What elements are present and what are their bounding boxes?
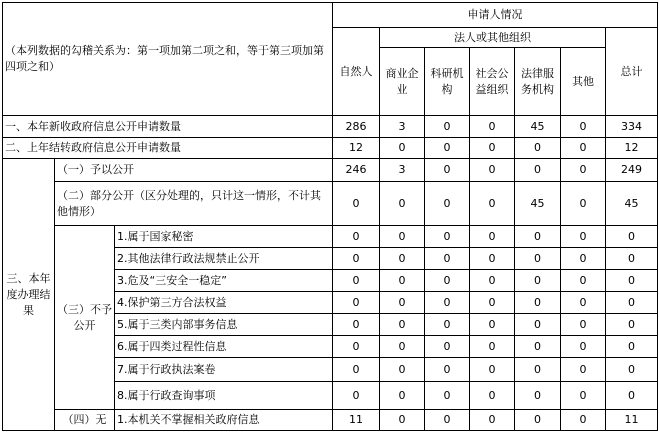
cell-value: 0	[561, 336, 606, 358]
cell-value: 0	[606, 358, 658, 382]
results-group-label: 三、本年度办理结果	[3, 159, 55, 431]
cell-value: 0	[515, 226, 561, 248]
cell-value: 0	[561, 116, 606, 138]
cell-value: 0	[380, 382, 425, 410]
cell-value: 0	[515, 358, 561, 382]
cell-value: 0	[561, 314, 606, 336]
cell-value: 0	[380, 248, 425, 270]
cell-value: 0	[380, 292, 425, 314]
cell-value: 0	[561, 159, 606, 182]
cell-value: 0	[425, 270, 470, 292]
cell-value: 0	[470, 182, 515, 226]
header-applicant: 申请人情况	[333, 3, 658, 28]
cell-value: 0	[606, 248, 658, 270]
header-total: 总计	[606, 28, 658, 116]
table-row	[3, 182, 658, 226]
row-label: 8.属于行政查询事项	[115, 382, 333, 410]
cell-value: 45	[606, 182, 658, 226]
cell-value: 0	[561, 248, 606, 270]
cell-value: 0	[561, 410, 606, 431]
cell-value: 0	[470, 248, 515, 270]
cell-value: 0	[333, 248, 380, 270]
header-legal-service: 法律服务机构	[515, 48, 561, 116]
cell-value: 0	[470, 226, 515, 248]
cell-value: 0	[561, 358, 606, 382]
row-label: 2.其他法律行政法规禁止公开	[115, 248, 333, 270]
cell-value: 0	[470, 336, 515, 358]
cell-value: 0	[515, 270, 561, 292]
cell-value: 0	[333, 270, 380, 292]
header-note: （本列数据的勾稽关系为：第一项加第二项之和，等于第三项加第四项之和）	[3, 3, 333, 116]
row-label: 4.保护第三方合法权益	[115, 292, 333, 314]
cell-value: 0	[515, 159, 561, 182]
cell-value: 0	[333, 358, 380, 382]
row-label: 7.属于行政执法案卷	[115, 358, 333, 382]
cell-value: 246	[333, 159, 380, 182]
cell-value: 0	[470, 116, 515, 138]
cell-value: 0	[425, 382, 470, 410]
row-label: 1.属于国家秘密	[115, 226, 333, 248]
cell-value: 0	[425, 138, 470, 159]
cell-value: 0	[470, 138, 515, 159]
cell-value: 0	[515, 336, 561, 358]
cell-value: 0	[606, 314, 658, 336]
cell-value: 0	[380, 270, 425, 292]
cell-value: 0	[470, 292, 515, 314]
cell-value: 0	[380, 358, 425, 382]
cell-value: 3	[380, 159, 425, 182]
cell-value: 0	[561, 270, 606, 292]
denied-group-label: （三）不予公开	[55, 226, 115, 410]
cell-value: 12	[333, 138, 380, 159]
cell-value: 0	[515, 382, 561, 410]
cell-value: 0	[333, 382, 380, 410]
cell-value: 0	[425, 116, 470, 138]
cell-value: 11	[333, 410, 380, 431]
cell-value: 334	[606, 116, 658, 138]
header-research: 科研机构	[425, 48, 470, 116]
cell-value: 0	[425, 159, 470, 182]
table-row	[3, 410, 658, 431]
cell-value: 0	[425, 292, 470, 314]
row-label: （一）予以公开	[55, 159, 333, 182]
cell-value: 0	[333, 314, 380, 336]
cell-value: 0	[606, 336, 658, 358]
cell-value: 0	[380, 410, 425, 431]
cell-value: 12	[606, 138, 658, 159]
header-enterprise: 商业企业	[380, 48, 425, 116]
cell-value: 0	[425, 410, 470, 431]
cell-value: 286	[333, 116, 380, 138]
cell-value: 0	[333, 292, 380, 314]
row-label: （二）部分公开（区分处理的，只计这一情形，不计其他情形）	[55, 182, 333, 226]
cell-value: 0	[380, 336, 425, 358]
cell-value: 0	[333, 336, 380, 358]
cell-value: 0	[515, 314, 561, 336]
header-legal-group: 法人或其他组织	[380, 28, 606, 48]
table-row	[3, 159, 658, 182]
row-label: 一、本年新收政府信息公开申请数量	[3, 116, 333, 138]
cell-value: 0	[606, 270, 658, 292]
cell-value: 0	[606, 226, 658, 248]
table-row	[3, 138, 658, 159]
cell-value: 0	[515, 292, 561, 314]
cell-value: 45	[515, 116, 561, 138]
cell-value: 0	[561, 226, 606, 248]
cell-value: 0	[561, 292, 606, 314]
cell-value: 0	[561, 182, 606, 226]
cell-value: 0	[380, 182, 425, 226]
cell-value: 45	[515, 182, 561, 226]
cell-value: 0	[515, 138, 561, 159]
cell-value: 0	[515, 248, 561, 270]
cell-value: 0	[470, 159, 515, 182]
cell-value: 0	[561, 382, 606, 410]
cell-value: 0	[380, 138, 425, 159]
cell-value: 0	[380, 226, 425, 248]
cell-value: 249	[606, 159, 658, 182]
row-label: 1.本机关不掌握相关政府信息	[115, 410, 333, 431]
header-public-welfare: 社会公益组织	[470, 48, 515, 116]
cell-value: 0	[561, 138, 606, 159]
cell-value: 0	[425, 248, 470, 270]
unable-group-label: （四）无	[55, 410, 115, 431]
cell-value: 0	[515, 410, 561, 431]
header-other: 其他	[561, 48, 606, 116]
row-label: 6.属于四类过程性信息	[115, 336, 333, 358]
cell-value: 0	[470, 382, 515, 410]
table-row	[3, 116, 658, 138]
row-label: 3.危及“三安全一稳定”	[115, 270, 333, 292]
cell-value: 3	[380, 116, 425, 138]
cell-value: 0	[470, 270, 515, 292]
cell-value: 0	[333, 182, 380, 226]
header-natural-person: 自然人	[333, 28, 380, 116]
cell-value: 0	[470, 410, 515, 431]
cell-value: 0	[425, 226, 470, 248]
cell-value: 0	[425, 358, 470, 382]
cell-value: 0	[470, 358, 515, 382]
row-label: 二、上年结转政府信息公开申请数量	[3, 138, 333, 159]
cell-value: 0	[425, 182, 470, 226]
cell-value: 0	[425, 314, 470, 336]
cell-value: 0	[606, 382, 658, 410]
disclosure-table	[2, 2, 658, 431]
cell-value: 0	[606, 292, 658, 314]
cell-value: 0	[380, 314, 425, 336]
cell-value: 0	[425, 336, 470, 358]
row-label: 5.属于三类内部事务信息	[115, 314, 333, 336]
cell-value: 0	[333, 226, 380, 248]
cell-value: 0	[470, 314, 515, 336]
table-row	[3, 226, 658, 248]
cell-value: 11	[606, 410, 658, 431]
